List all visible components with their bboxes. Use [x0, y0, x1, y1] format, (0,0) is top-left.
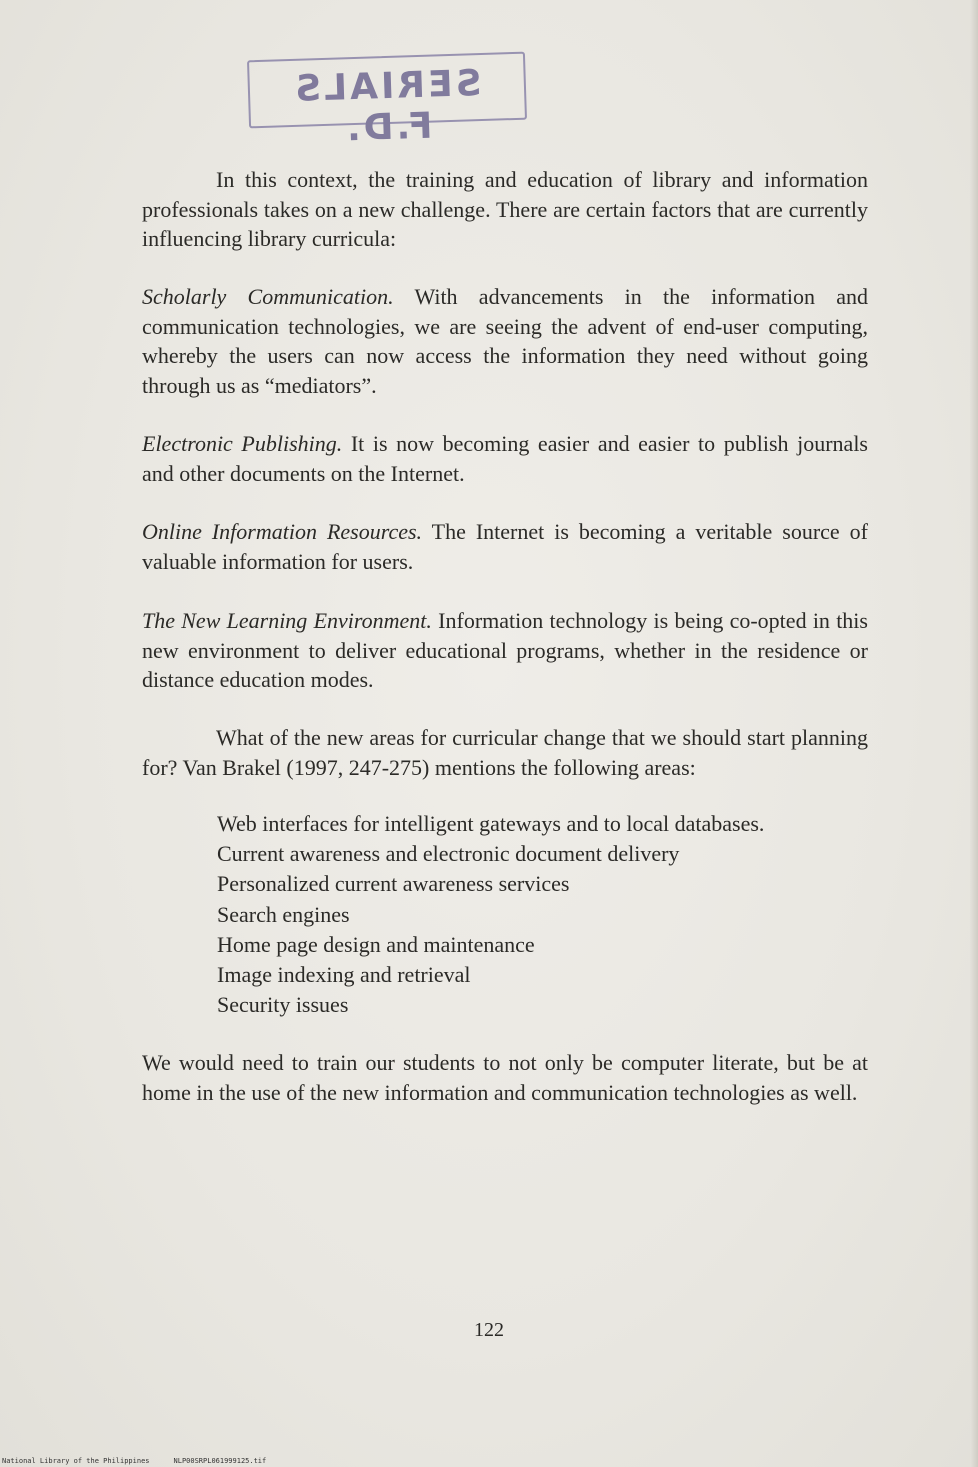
list-item: Home page design and maintenance: [217, 931, 535, 957]
scholarly-communication-term: Scholarly Communication.: [142, 284, 394, 309]
list-item: Image indexing and retrieval: [217, 962, 471, 988]
electronic-publishing-text: It is now becoming easier and easier to publish journals and other documents on the Internet.: [142, 431, 868, 486]
electronic-publishing-term: Electronic Publishing.: [142, 431, 343, 456]
online-information-paragraph: [142, 517, 868, 576]
scholarly-communication-text: With advancements in the information and communication technologies, we are seeing the advent of end-user computing, whereby the users can now access the information they need without going through us as “mediators”.: [142, 284, 868, 398]
intro-paragraph: In this context, the training and education of library and information professionals takes on a new challenge. There are certain factors that are currently influencing library curricula:: [142, 167, 868, 251]
list-item: Search engines: [217, 901, 350, 927]
footer-library: National Library of the Philippines: [2, 1457, 150, 1465]
page-number: 122: [474, 1319, 504, 1341]
page-edge-shadow: [970, 0, 978, 1467]
scholarly-communication-paragraph: [142, 282, 868, 400]
conclusion-paragraph: We would need to train our students to not only be computer literate, but be at home in the use of the new information and communication technologies as well.: [142, 1050, 868, 1105]
electronic-publishing-paragraph: [142, 429, 868, 488]
curricular-areas-list: [217, 809, 764, 1020]
footer-filename: NLP00SRPL061999125.tif: [173, 1457, 267, 1465]
scan-footer: [2, 1457, 266, 1465]
list-item: Security issues: [217, 992, 349, 1018]
online-information-text: The Internet is becoming a veritable source of valuable information for users.: [142, 519, 869, 574]
serials-stamp: [247, 52, 527, 150]
list-item: Web interfaces for intelligent gateways and to local databases.: [217, 811, 765, 836]
learning-environment-term: The New Learning Environment.: [142, 608, 432, 633]
online-information-term: Online Information Resources.: [142, 519, 423, 544]
learning-environment-paragraph: [142, 606, 868, 695]
list-item: Personalized current awareness services: [217, 871, 570, 897]
learning-environment-text: Information technology is being co-opted in this new environment to deliver educational programs, whether in the residence or distance education modes.: [142, 608, 868, 692]
stamp-text: SERIALS F.D.: [291, 63, 483, 150]
curricular-change-paragraph: What of the new areas for curricular change that we should start planning for? Van Brakel (1997, 247-275) mentions the following areas:: [142, 725, 868, 780]
list-item: Current awareness and electronic document delivery: [217, 841, 680, 867]
